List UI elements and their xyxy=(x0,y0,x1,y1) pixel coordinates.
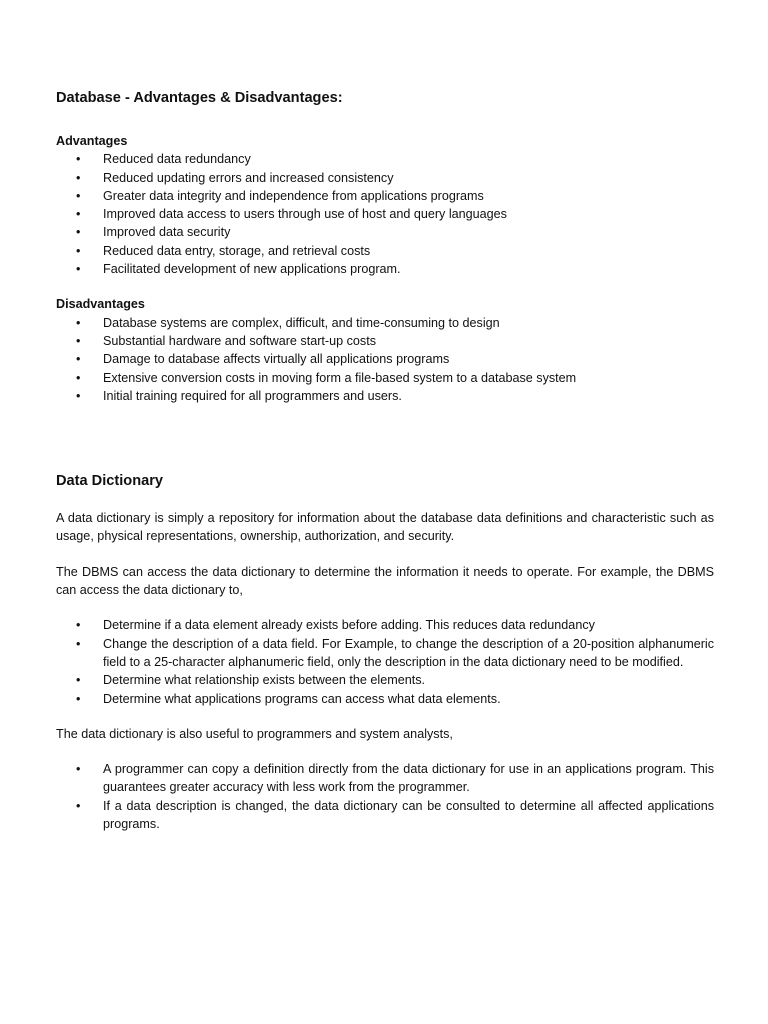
bullet-icon: • xyxy=(76,691,81,706)
bullet-icon: • xyxy=(76,262,81,277)
bullet-icon: • xyxy=(76,673,81,688)
paragraph-dbms-access: The DBMS can access the data dictionary to determine the information it needs to operate. For example, the DBMS can access the data dictionary to, xyxy=(56,564,714,598)
bullet-icon: • xyxy=(76,170,81,185)
list-item: • If a data description is changed, the data dictionary can be consulted to determine all affected applications programs. xyxy=(76,798,714,832)
list-item: • Improved data security xyxy=(56,223,714,241)
list-item: • Substantial hardware and software start-up costs xyxy=(56,332,714,350)
list-item: • Determine what applications programs can access what data elements. xyxy=(56,690,714,708)
list-item: • Reduced data entry, storage, and retrieval costs xyxy=(56,242,714,260)
list-item: • Reduced updating errors and increased consistency xyxy=(56,169,714,187)
bullet-icon: • xyxy=(76,243,81,258)
disadvantages-heading: Disadvantages xyxy=(56,297,145,312)
document-page xyxy=(56,88,714,833)
bullet-icon: • xyxy=(76,618,81,633)
bullet-icon: • xyxy=(76,798,81,813)
bullet-icon: • xyxy=(76,188,81,203)
bullet-icon: • xyxy=(76,762,81,777)
bullet-icon: • xyxy=(76,315,81,330)
list-item: • Determine if a data element already exists before adding. This reduces data redundancy xyxy=(56,616,714,634)
bullet-icon: • xyxy=(76,636,81,651)
list-item: • Determine what relationship exists between the elements. xyxy=(56,671,714,689)
data-dictionary-heading: Data Dictionary xyxy=(56,473,164,490)
list-item: • A programmer can copy a definition directly from the data dictionary for use in an applications program. This guarantees greater accuracy with less work from the programmer. xyxy=(76,762,714,795)
bullet-icon: • xyxy=(76,352,81,367)
list-item: • Change the description of a data field. For Example, to change the description of a 20-position alphanumeric field to a 25-character alphanumeric field, only the description in the data dictionary need to be modified. xyxy=(76,636,714,669)
advantages-heading: Advantages xyxy=(56,134,128,148)
bullet-icon: • xyxy=(76,370,81,385)
bullet-icon: • xyxy=(76,152,81,167)
list-item: • Initial training required for all programmers and users. xyxy=(56,387,714,405)
bullet-icon: • xyxy=(76,225,81,240)
bullet-icon: • xyxy=(76,333,81,348)
disadvantages-list xyxy=(56,314,714,405)
dictionary-uses-list xyxy=(56,616,714,707)
list-item: • Greater data integrity and independence from applications programs xyxy=(56,187,714,205)
list-item: • Extensive conversion costs in moving form a file-based system to a database system xyxy=(56,369,714,387)
paragraph-definition: A data dictionary is simply a repository for information about the database data definitions and characteristic such as usage, physical representations, ownership, authorization, and security. xyxy=(56,511,714,544)
bullet-icon: • xyxy=(76,388,81,403)
list-item: • Damage to database affects virtually all applications programs xyxy=(56,350,714,368)
bullet-icon: • xyxy=(76,207,81,222)
list-item: • Reduced data redundancy xyxy=(56,150,714,168)
dictionary-benefits-list xyxy=(56,760,714,833)
list-item: • Improved data access to users through use of host and query languages xyxy=(56,205,714,223)
page-title: Database - Advantages & Disadvantages: xyxy=(56,90,343,106)
list-item: • Facilitated development of new applications program. xyxy=(56,260,714,278)
advantages-list xyxy=(56,150,714,278)
paragraph-programmers: The data dictionary is also useful to programmers and system analysts, xyxy=(56,726,453,741)
list-item: • Database systems are complex, difficult, and time-consuming to design xyxy=(56,314,714,332)
